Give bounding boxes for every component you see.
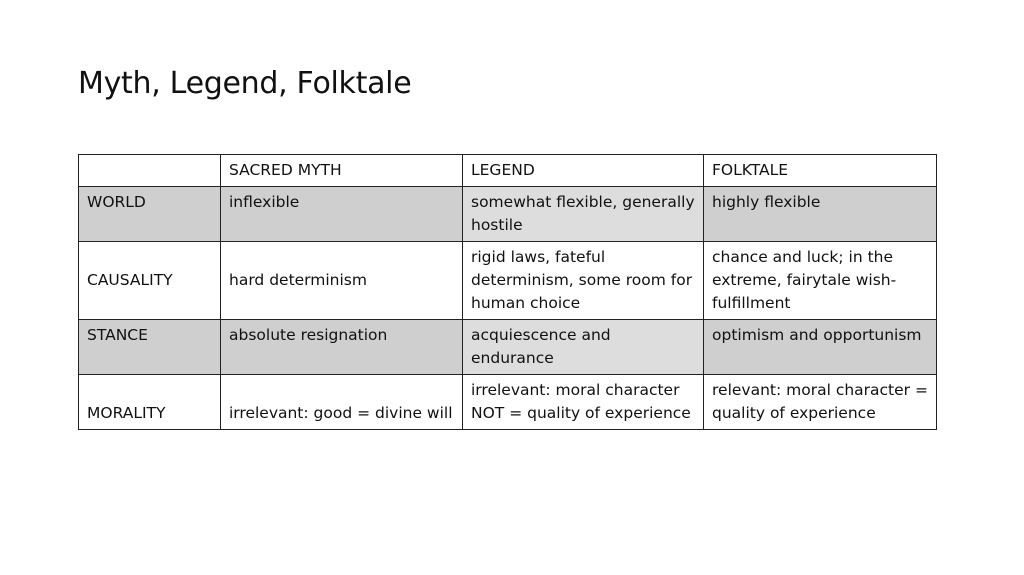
table-row-causality	[79, 242, 937, 320]
row-label-stance: STANCE	[79, 320, 221, 375]
cell-morality-folktale: relevant: moral character = quality of experience	[704, 375, 937, 430]
cell-morality-sacred-myth: irrelevant: good = divine will	[221, 375, 463, 430]
cell-stance-folktale: optimism and opportunism	[704, 320, 937, 375]
table-row-stance	[79, 320, 937, 375]
header-cell-legend: LEGEND	[463, 155, 704, 187]
comparison-table	[78, 154, 937, 430]
cell-world-folktale: highly flexible	[704, 187, 937, 242]
cell-stance-sacred-myth: absolute resignation	[221, 320, 463, 375]
row-label-causality: CAUSALITY	[79, 242, 221, 320]
slide-title: Myth, Legend, Folktale	[78, 66, 412, 101]
cell-causality-folktale: chance and luck; in the extreme, fairytale wish-fulfillment	[704, 242, 937, 320]
cell-stance-legend: acquiescence and endurance	[463, 320, 704, 375]
table-header-row	[79, 155, 937, 187]
cell-world-sacred-myth: inflexible	[221, 187, 463, 242]
header-cell-blank	[79, 155, 221, 187]
row-label-world: WORLD	[79, 187, 221, 242]
table-row-morality	[79, 375, 937, 430]
row-label-morality: MORALITY	[79, 375, 221, 430]
header-cell-sacred-myth: SACRED MYTH	[221, 155, 463, 187]
table-row-world	[79, 187, 937, 242]
cell-causality-sacred-myth: hard determinism	[221, 242, 463, 320]
cell-causality-legend: rigid laws, fateful determinism, some room for human choice	[463, 242, 704, 320]
cell-morality-legend: irrelevant: moral character NOT = quality of experience	[463, 375, 704, 430]
header-cell-folktale: FOLKTALE	[704, 155, 937, 187]
cell-world-legend: somewhat flexible, generally hostile	[463, 187, 704, 242]
